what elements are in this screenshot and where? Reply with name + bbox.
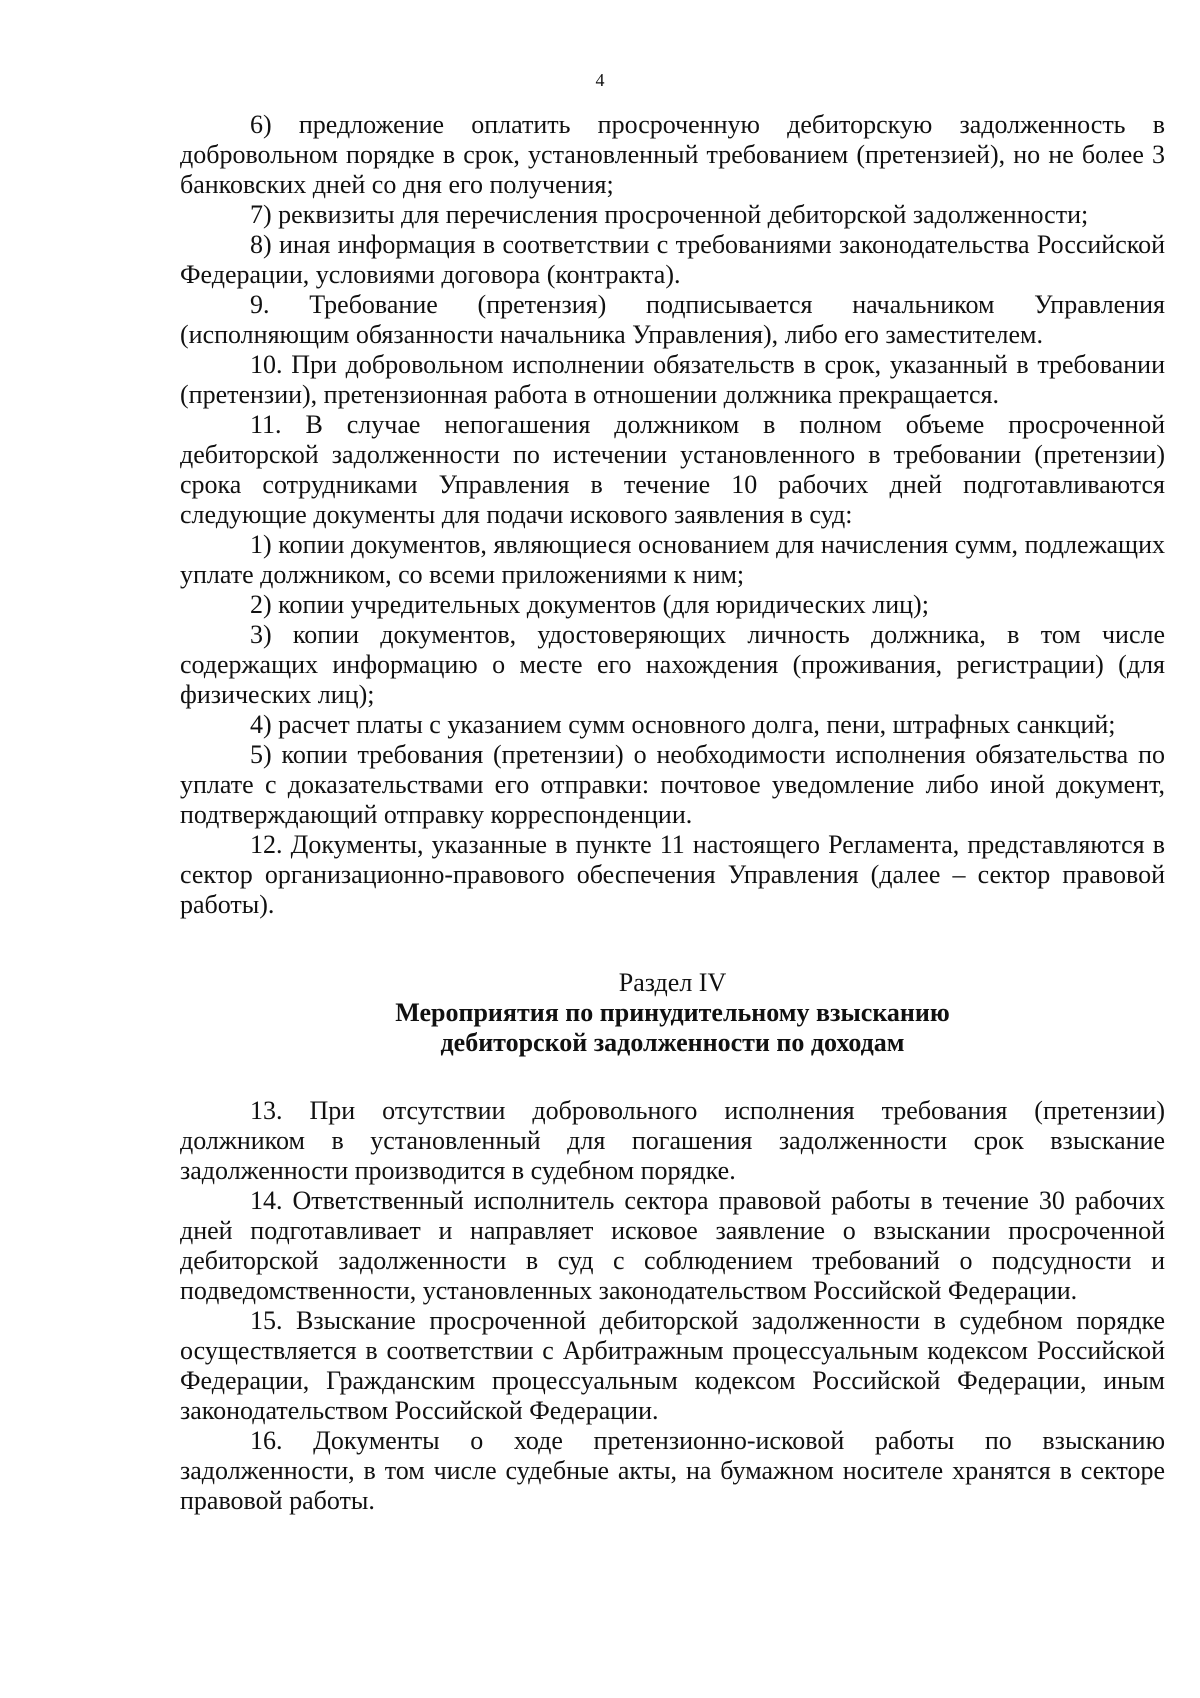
list-item-6: 6) предложение оплатить просроченную дебиторскую задолженность в добровольном порядке в срок, установленный требованием (претензией), но не более 3 банковских дней со дня его получения; — [180, 110, 1165, 199]
clause-12: 12. Документы, указанные в пункте 11 настоящего Регламента, представляются в сектор организационно-правового обеспечения Управления (далее – сектор правовой работы). — [180, 830, 1165, 919]
clause-9: 9. Требование (претензия) подписывается начальником Управления (исполняющим обязанности начальника Управления), либо его заместителем. — [180, 290, 1165, 349]
page-number: 4 — [595, 70, 605, 90]
section-title-line-2: дебиторской задолженности по доходам — [440, 1028, 905, 1057]
clause-11-item-4: 4) расчет платы с указанием сумм основного долга, пени, штрафных санкций; — [250, 710, 1116, 739]
clause-13: 13. При отсутствии добровольного исполнения требования (претензии) должником в установленный для погашения задолженности срок взыскание задолженности производится в судебном порядке. — [180, 1096, 1165, 1185]
clause-11: 11. В случае непогашения должником в полном объеме просроченной дебиторской задолженности по истечении установленного в требовании (претензии) срока сотрудниками Управления в течение 10 рабочих дней подготавливаются следующие документы для подачи искового заявления в суд: — [180, 410, 1165, 529]
list-item-7: 7) реквизиты для перечисления просроченной дебиторской задолженности; — [250, 200, 1089, 229]
document-body — [180, 110, 1165, 1516]
clause-11-item-5: 5) копии требования (претензии) о необходимости исполнения обязательства по уплате с доказательствами его отправки: почтовое уведомление либо иной документ, подтверждающий отправку корреспонденции. — [180, 740, 1165, 829]
clause-15: 15. Взыскание просроченной дебиторской задолженности в судебном порядке осуществляется в соответствии с Арбитражным процессуальным кодексом Российской Федерации, Гражданским процессуальным кодексом Российской Федерации, иным законодательством Российской Федерации. — [180, 1306, 1165, 1425]
section-title-line-1: Мероприятия по принудительному взысканию — [395, 998, 950, 1027]
clause-10: 10. При добровольном исполнении обязательств в срок, указанный в требовании (претензии), претензионная работа в отношении должника прекращается. — [180, 350, 1165, 409]
section-label: Раздел IV — [618, 968, 727, 997]
clause-16: 16. Документы о ходе претензионно-исковой работы по взысканию задолженности, в том числе судебные акты, на бумажном носителе хранятся в секторе правовой работы. — [180, 1426, 1165, 1515]
list-item-8: 8) иная информация в соответствии с требованиями законодательства Российской Федерации, условиями договора (контракта). — [180, 230, 1165, 289]
clause-11-item-3: 3) копии документов, удостоверяющих личность должника, в том числе содержащих информацию о месте его нахождения (проживания, регистрации) (для физических лиц); — [180, 620, 1165, 709]
clause-14: 14. Ответственный исполнитель сектора правовой работы в течение 30 рабочих дней подготавливает и направляет исковое заявление о взыскании просроченной дебиторской задолженности в суд с соблюдением требований о подсудности и подведомственности, установленных законодательством Российской Федерации. — [180, 1186, 1165, 1305]
clause-11-item-1: 1) копии документов, являющиеся основанием для начисления сумм, подлежащих уплате должником, со всеми приложениями к ним; — [180, 530, 1165, 589]
section-heading — [180, 968, 1165, 1058]
clause-11-item-2: 2) копии учредительных документов (для юридических лиц); — [250, 590, 929, 619]
